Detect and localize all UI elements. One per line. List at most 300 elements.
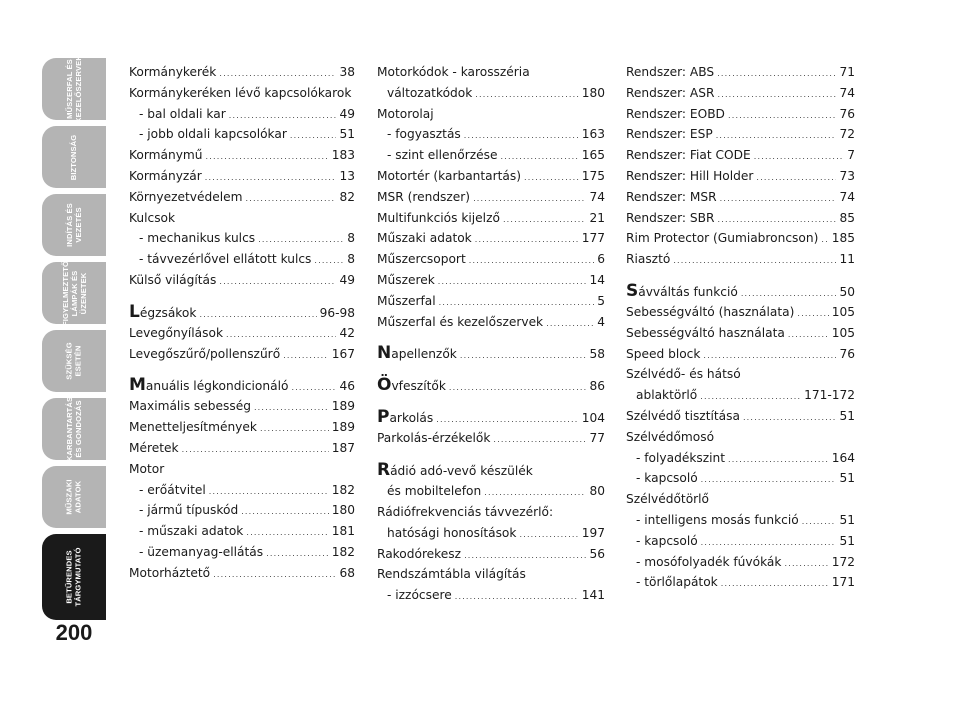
index-term: Kormánykeréken lévő kapcsolókarok xyxy=(129,85,352,100)
index-entry xyxy=(377,107,605,128)
index-page-ref[interactable]: 82 xyxy=(339,189,355,204)
dot-leader xyxy=(728,455,829,464)
index-entry xyxy=(129,190,355,211)
index-term: Rendszer: EOBD xyxy=(626,106,725,121)
dot-leader xyxy=(260,424,329,433)
initial-letter: S xyxy=(626,280,639,301)
index-column-3 xyxy=(626,65,855,596)
index-page-ref[interactable]: 183 xyxy=(331,148,355,163)
index-page-ref[interactable]: 164 xyxy=(831,450,855,465)
index-page-ref[interactable]: 172 xyxy=(831,554,855,569)
index-entry xyxy=(626,555,855,576)
dot-leader xyxy=(797,309,828,318)
dot-leader xyxy=(717,215,836,224)
index-page-ref[interactable]: 105 xyxy=(831,304,855,319)
index-page-ref[interactable]: 163 xyxy=(581,127,605,142)
index-entry xyxy=(626,492,855,513)
index-page-ref[interactable]: 96-98 xyxy=(319,305,355,320)
index-term: - mechanikus kulcs xyxy=(139,231,256,246)
index-page-ref[interactable]: 104 xyxy=(581,411,605,426)
index-entry xyxy=(377,505,605,526)
term-rest: vfeszítők xyxy=(391,379,446,394)
index-entry xyxy=(377,190,605,211)
index-term: Rendszer: SBR xyxy=(626,210,715,225)
index-entry xyxy=(626,367,855,388)
index-page-ref[interactable]: 165 xyxy=(581,148,605,163)
index-term: Kulcsok xyxy=(129,210,176,225)
index-term: Kormánykerék xyxy=(129,65,217,79)
index-entry xyxy=(377,460,605,484)
dot-leader xyxy=(703,351,836,360)
index-page-ref[interactable]: 49 xyxy=(339,106,355,121)
index-term xyxy=(377,375,446,395)
dot-leader xyxy=(455,592,579,601)
dot-leader xyxy=(283,351,329,360)
index-term: Környezetvédelem xyxy=(129,189,243,204)
index-entry xyxy=(626,169,855,190)
term-rest: apellenzők xyxy=(391,347,457,362)
index-entry xyxy=(129,302,355,326)
index-entry xyxy=(377,547,605,568)
index-term: Speed block xyxy=(626,346,701,361)
index-entry xyxy=(377,484,605,505)
tab-biztonsag[interactable] xyxy=(42,126,106,188)
index-term: Levegőnyílások xyxy=(129,325,224,340)
index-term: Motor xyxy=(129,461,165,476)
index-page-ref[interactable]: 80 xyxy=(589,484,605,499)
tab-karbantartas[interactable] xyxy=(42,398,106,460)
dot-leader xyxy=(788,330,829,339)
index-term: Rakodórekesz xyxy=(377,546,462,561)
index-term: - jármű típuskód xyxy=(139,503,239,518)
index-term: Riasztó xyxy=(626,252,671,267)
index-entry xyxy=(129,326,355,347)
index-term: - folyadékszint xyxy=(636,450,726,465)
index-page-ref[interactable]: 167 xyxy=(331,346,355,361)
tab-label: SZÜKSÉG ESETÉN xyxy=(64,342,83,380)
initial-letter: P xyxy=(377,407,390,428)
index-term xyxy=(129,302,196,322)
index-entry xyxy=(377,148,605,169)
index-term: - fogyasztás xyxy=(387,127,461,142)
index-entry xyxy=(377,431,605,452)
index-entry xyxy=(626,190,855,211)
dot-leader xyxy=(784,559,828,568)
index-term: - törlőlapátok xyxy=(636,575,718,590)
index-term: Maximális sebesség xyxy=(129,399,251,414)
index-page-ref[interactable]: 181 xyxy=(331,524,355,539)
index-entry xyxy=(626,513,855,534)
tab-label: BETŰRENDES TÁRGYMUTATÓ xyxy=(65,547,83,607)
dot-leader xyxy=(266,549,329,558)
index-entry xyxy=(129,545,355,566)
index-term: változatkódok xyxy=(387,85,473,100)
dot-leader xyxy=(721,579,829,588)
initial-letter: Ö xyxy=(377,375,392,396)
index-term: - intelligens mosás funkció xyxy=(636,512,799,527)
index-entry xyxy=(377,231,605,252)
index-term: - izzócsere xyxy=(387,588,452,603)
index-entry xyxy=(377,294,605,315)
dot-leader xyxy=(673,256,836,265)
index-term: Rendszer: Hill Holder xyxy=(626,168,754,183)
page-number: 200 xyxy=(55,620,93,645)
index-term: - mosófolyadék fúvókák xyxy=(636,554,782,569)
index-term: ablaktörlő xyxy=(636,388,698,403)
index-entry xyxy=(626,252,855,273)
index-term: Rendszámtábla világítás xyxy=(377,567,526,582)
tab-figyelmezteto[interactable] xyxy=(42,262,106,324)
index-page-ref[interactable]: 7 xyxy=(847,148,855,163)
index-page-ref[interactable]: 8 xyxy=(347,231,355,246)
index-page-ref[interactable]: 72 xyxy=(839,127,855,142)
index-page-ref[interactable]: 73 xyxy=(839,168,855,183)
index-term: Parkolás-érzékelők xyxy=(377,431,491,446)
index-entry xyxy=(377,588,605,609)
index-entry xyxy=(377,273,605,294)
index-page-ref[interactable]: 58 xyxy=(589,347,605,362)
index-entry xyxy=(626,471,855,492)
index-page-ref[interactable]: 187 xyxy=(331,440,355,455)
index-term: - bal oldali kar xyxy=(139,106,226,121)
index-page-ref[interactable]: 105 xyxy=(831,325,855,340)
dot-leader xyxy=(716,131,837,140)
index-term: Szélvédőmosó xyxy=(626,429,715,444)
index-term: - műszaki adatok xyxy=(139,524,244,539)
index-page-ref[interactable]: 51 xyxy=(839,512,855,527)
index-term: Méretek xyxy=(129,440,179,455)
index-page-ref[interactable]: 76 xyxy=(839,346,855,361)
dot-leader xyxy=(246,528,328,537)
index-term xyxy=(377,407,433,427)
index-page-ref[interactable]: 8 xyxy=(347,252,355,267)
term-rest: ávváltás funkció xyxy=(638,284,738,299)
dot-leader xyxy=(700,392,801,401)
index-term: - távvezérlővel ellátott kulcs xyxy=(139,252,312,267)
index-entry xyxy=(129,347,355,368)
index-term: - szint ellenőrzése xyxy=(387,148,498,163)
index-entry xyxy=(129,399,355,420)
dot-leader xyxy=(209,487,329,496)
index-page-ref[interactable]: 21 xyxy=(589,210,605,225)
index-entry xyxy=(129,524,355,545)
index-entry xyxy=(626,107,855,128)
dot-leader xyxy=(460,351,587,360)
index-page-ref[interactable]: 180 xyxy=(581,85,605,100)
dot-leader xyxy=(503,215,587,224)
dot-leader xyxy=(199,310,316,319)
dot-leader xyxy=(701,475,837,484)
index-term: Műszercsoport xyxy=(377,252,466,267)
index-term: Rendszer: MSR xyxy=(626,189,717,204)
index-page-ref[interactable]: 86 xyxy=(589,379,605,394)
index-term: - üzemanyag-ellátás xyxy=(139,544,264,559)
index-page-ref[interactable]: 14 xyxy=(589,272,605,287)
dot-leader xyxy=(205,173,337,182)
dot-leader xyxy=(475,235,579,244)
tab-label: MŰSZAKI ADATOK xyxy=(64,479,83,515)
index-term: Kormányzár xyxy=(129,168,202,183)
index-entry xyxy=(377,375,605,399)
index-page-ref[interactable]: 74 xyxy=(839,85,855,100)
tab-muszaki[interactable] xyxy=(42,466,106,528)
index-page-ref[interactable]: 77 xyxy=(589,431,605,446)
index-term: Motorháztető xyxy=(129,565,211,580)
index-entry xyxy=(377,315,605,336)
index-page-ref[interactable]: 42 xyxy=(339,325,355,340)
dot-leader xyxy=(439,298,595,307)
index-entry xyxy=(626,430,855,451)
index-term xyxy=(377,460,533,480)
index-page-ref[interactable]: 175 xyxy=(581,168,605,183)
index-entry xyxy=(377,127,605,148)
tab-inditas[interactable] xyxy=(42,194,106,256)
tab-label: INDÍTÁS ÉS VEZETÉS xyxy=(65,203,83,247)
index-entry xyxy=(626,127,855,148)
dot-leader xyxy=(182,445,329,454)
index-entry xyxy=(129,503,355,524)
index-page-ref[interactable]: 189 xyxy=(331,420,355,435)
index-entry xyxy=(377,343,605,367)
index-page-ref[interactable]: 51 xyxy=(839,533,855,548)
index-entry xyxy=(626,86,855,107)
dot-leader xyxy=(756,173,836,182)
index-entry xyxy=(377,86,605,107)
dot-leader xyxy=(728,111,837,120)
index-entry xyxy=(129,65,355,86)
initial-letter: L xyxy=(129,301,140,322)
index-page-ref[interactable]: 71 xyxy=(839,65,855,79)
index-entry xyxy=(626,575,855,596)
index-entry xyxy=(129,273,355,294)
dot-leader xyxy=(219,277,336,286)
index-entry xyxy=(377,407,605,431)
index-entry xyxy=(626,305,855,326)
index-page-ref[interactable]: 4 xyxy=(597,314,605,329)
dot-leader xyxy=(314,256,344,265)
index-term: - jobb oldali kapcsolókar xyxy=(139,127,287,142)
index-term: Rendszer: ASR xyxy=(626,85,715,100)
index-term: Rádiófrekvenciás távvezérlő: xyxy=(377,504,554,519)
index-entry xyxy=(129,483,355,504)
index-term: Műszaki adatok xyxy=(377,231,472,246)
index-page-ref[interactable]: 13 xyxy=(339,168,355,183)
index-page-ref[interactable]: 51 xyxy=(339,127,355,142)
dot-leader xyxy=(475,90,578,99)
index-entry xyxy=(626,148,855,169)
dot-leader xyxy=(741,289,837,298)
index-term: Rim Protector (Gumiabroncson) xyxy=(626,231,819,246)
dot-leader xyxy=(226,330,336,339)
index-term: Sebességváltó (használata) xyxy=(626,304,795,319)
index-term: Motorolaj xyxy=(377,106,434,121)
index-entry xyxy=(129,107,355,128)
dot-leader xyxy=(449,383,587,392)
index-entry xyxy=(129,169,355,190)
index-term: Szélvédő- és hátsó xyxy=(626,367,741,382)
index-term: Multifunkciós kijelző xyxy=(377,210,500,225)
index-term: Sebességváltó használata xyxy=(626,325,785,340)
index-page-ref[interactable]: 56 xyxy=(589,546,605,561)
index-column-2 xyxy=(377,65,605,609)
index-term: Rendszer: ABS xyxy=(626,65,715,79)
index-term: Levegőszűrő/pollenszűrő xyxy=(129,346,281,361)
dot-leader xyxy=(438,277,587,286)
dot-leader xyxy=(802,517,837,526)
index-term: Motortér (karbantartás) xyxy=(377,168,521,183)
dot-leader xyxy=(213,570,336,579)
term-rest: égzsákok xyxy=(139,305,197,320)
index-entry xyxy=(129,375,355,399)
dot-leader xyxy=(701,538,837,547)
index-entry xyxy=(377,567,605,588)
initial-letter: M xyxy=(129,375,146,396)
index-page-ref[interactable]: 74 xyxy=(589,189,605,204)
dot-leader xyxy=(245,194,336,203)
index-entry xyxy=(626,211,855,232)
dot-leader xyxy=(484,488,586,497)
tab-label: KARBANTARTÁS ÉS GONDOZÁS xyxy=(65,396,83,462)
index-term: hatósági honosítások xyxy=(387,525,517,540)
index-page-ref[interactable]: 6 xyxy=(597,252,605,267)
index-page-ref[interactable]: 85 xyxy=(839,210,855,225)
index-entry xyxy=(129,231,355,252)
index-term: Külső világítás xyxy=(129,272,217,287)
tab-label: MŰSZERFAL ÉS KEZELŐSZERVEK xyxy=(65,55,84,123)
index-entry xyxy=(626,409,855,430)
index-page-ref[interactable]: 197 xyxy=(581,525,605,540)
dot-leader xyxy=(258,235,344,244)
index-entry xyxy=(626,326,855,347)
index-term: MSR (rendszer) xyxy=(377,189,471,204)
index-term: Műszerek xyxy=(377,272,435,287)
index-entry xyxy=(377,252,605,273)
index-entry xyxy=(626,451,855,472)
dot-leader xyxy=(717,90,836,99)
index-term: Kormánymű xyxy=(129,148,203,163)
index-page-ref[interactable]: 50 xyxy=(839,284,855,299)
index-page-ref[interactable]: 68 xyxy=(339,565,355,580)
dot-leader xyxy=(473,194,586,203)
index-term xyxy=(626,281,738,301)
dot-leader xyxy=(524,173,579,182)
index-entry xyxy=(129,148,355,169)
term-rest: arkolás xyxy=(389,411,434,426)
index-page-ref[interactable]: 51 xyxy=(839,471,855,486)
index-entry xyxy=(626,65,855,86)
index-page-ref[interactable]: 76 xyxy=(839,106,855,121)
index-page-ref[interactable]: 38 xyxy=(339,65,355,79)
dot-leader xyxy=(254,403,329,412)
dot-leader xyxy=(754,152,845,161)
index-page-ref[interactable]: 171-172 xyxy=(804,388,855,403)
index-page-ref[interactable]: 182 xyxy=(331,544,355,559)
term-rest: ádió adó-vevő készülék xyxy=(390,464,533,479)
dot-leader xyxy=(464,131,579,140)
index-entry xyxy=(626,388,855,409)
dot-leader xyxy=(469,256,595,265)
index-term xyxy=(377,343,457,363)
index-term: Műszerfal xyxy=(377,293,436,308)
index-entry xyxy=(377,65,605,86)
dot-leader xyxy=(291,383,336,392)
index-term: és mobiltelefon xyxy=(387,484,482,499)
index-entry xyxy=(626,534,855,555)
index-term: - kapcsoló xyxy=(636,533,698,548)
index-page-ref[interactable]: 5 xyxy=(597,293,605,308)
tab-muszerfal[interactable] xyxy=(42,55,106,123)
index-term: Szélvédő tisztítása xyxy=(626,408,740,423)
index-page-ref[interactable]: 185 xyxy=(831,231,855,246)
tab-betu[interactable] xyxy=(42,534,106,620)
index-page-ref[interactable]: 171 xyxy=(831,575,855,590)
index-term xyxy=(129,375,288,395)
index-entry xyxy=(129,86,355,107)
tab-label: BIZTONSÁG xyxy=(69,134,79,180)
dot-leader xyxy=(743,413,837,422)
index-entry xyxy=(377,169,605,190)
index-page-ref[interactable]: 177 xyxy=(581,231,605,246)
tab-szukseg[interactable] xyxy=(42,330,106,392)
dot-leader xyxy=(501,152,579,161)
index-entry xyxy=(129,420,355,441)
index-page-ref[interactable]: 49 xyxy=(339,272,355,287)
index-entry xyxy=(129,441,355,462)
dot-leader xyxy=(290,131,337,140)
index-page-ref[interactable]: 46 xyxy=(339,379,355,394)
index-page-ref[interactable]: 141 xyxy=(581,588,605,603)
dot-leader xyxy=(229,111,337,120)
initial-letter: N xyxy=(377,343,392,364)
dot-leader xyxy=(219,69,336,78)
index-entry xyxy=(626,347,855,368)
index-entry xyxy=(129,566,355,587)
dot-leader xyxy=(493,435,586,444)
dot-leader xyxy=(519,530,578,539)
dot-leader xyxy=(720,194,837,203)
index-entry xyxy=(626,231,855,252)
index-term: Motorkódok - karosszéria xyxy=(377,65,530,79)
index-entry xyxy=(129,252,355,273)
index-term: Műszerfal és kezelőszervek xyxy=(377,314,544,329)
index-entry xyxy=(377,211,605,232)
index-term: Szélvédőtörlő xyxy=(626,492,710,507)
index-term: Rendszer: Fiat CODE xyxy=(626,148,751,163)
dot-leader xyxy=(546,319,594,328)
dot-leader xyxy=(821,235,828,244)
dot-leader xyxy=(464,551,586,560)
dot-leader xyxy=(241,507,329,516)
index-entry xyxy=(377,526,605,547)
index-page-ref[interactable]: 74 xyxy=(839,189,855,204)
index-term: - kapcsoló xyxy=(636,471,698,486)
index-page-ref[interactable]: 180 xyxy=(331,503,355,518)
index-page-ref[interactable]: 11 xyxy=(839,252,855,267)
initial-letter: R xyxy=(377,460,391,481)
dot-leader xyxy=(436,415,579,424)
dot-leader xyxy=(717,69,836,78)
index-page-ref[interactable]: 189 xyxy=(331,399,355,414)
index-entry xyxy=(626,281,855,305)
term-rest: anuális légkondicionáló xyxy=(145,379,289,394)
index-entry xyxy=(129,211,355,232)
index-page-ref[interactable]: 51 xyxy=(839,408,855,423)
dot-leader xyxy=(206,152,329,161)
index-column-1 xyxy=(129,65,355,587)
index-term: Rendszer: ESP xyxy=(626,127,713,142)
index-term: Menetteljesítmények xyxy=(129,420,257,435)
index-page-ref[interactable]: 182 xyxy=(331,482,355,497)
